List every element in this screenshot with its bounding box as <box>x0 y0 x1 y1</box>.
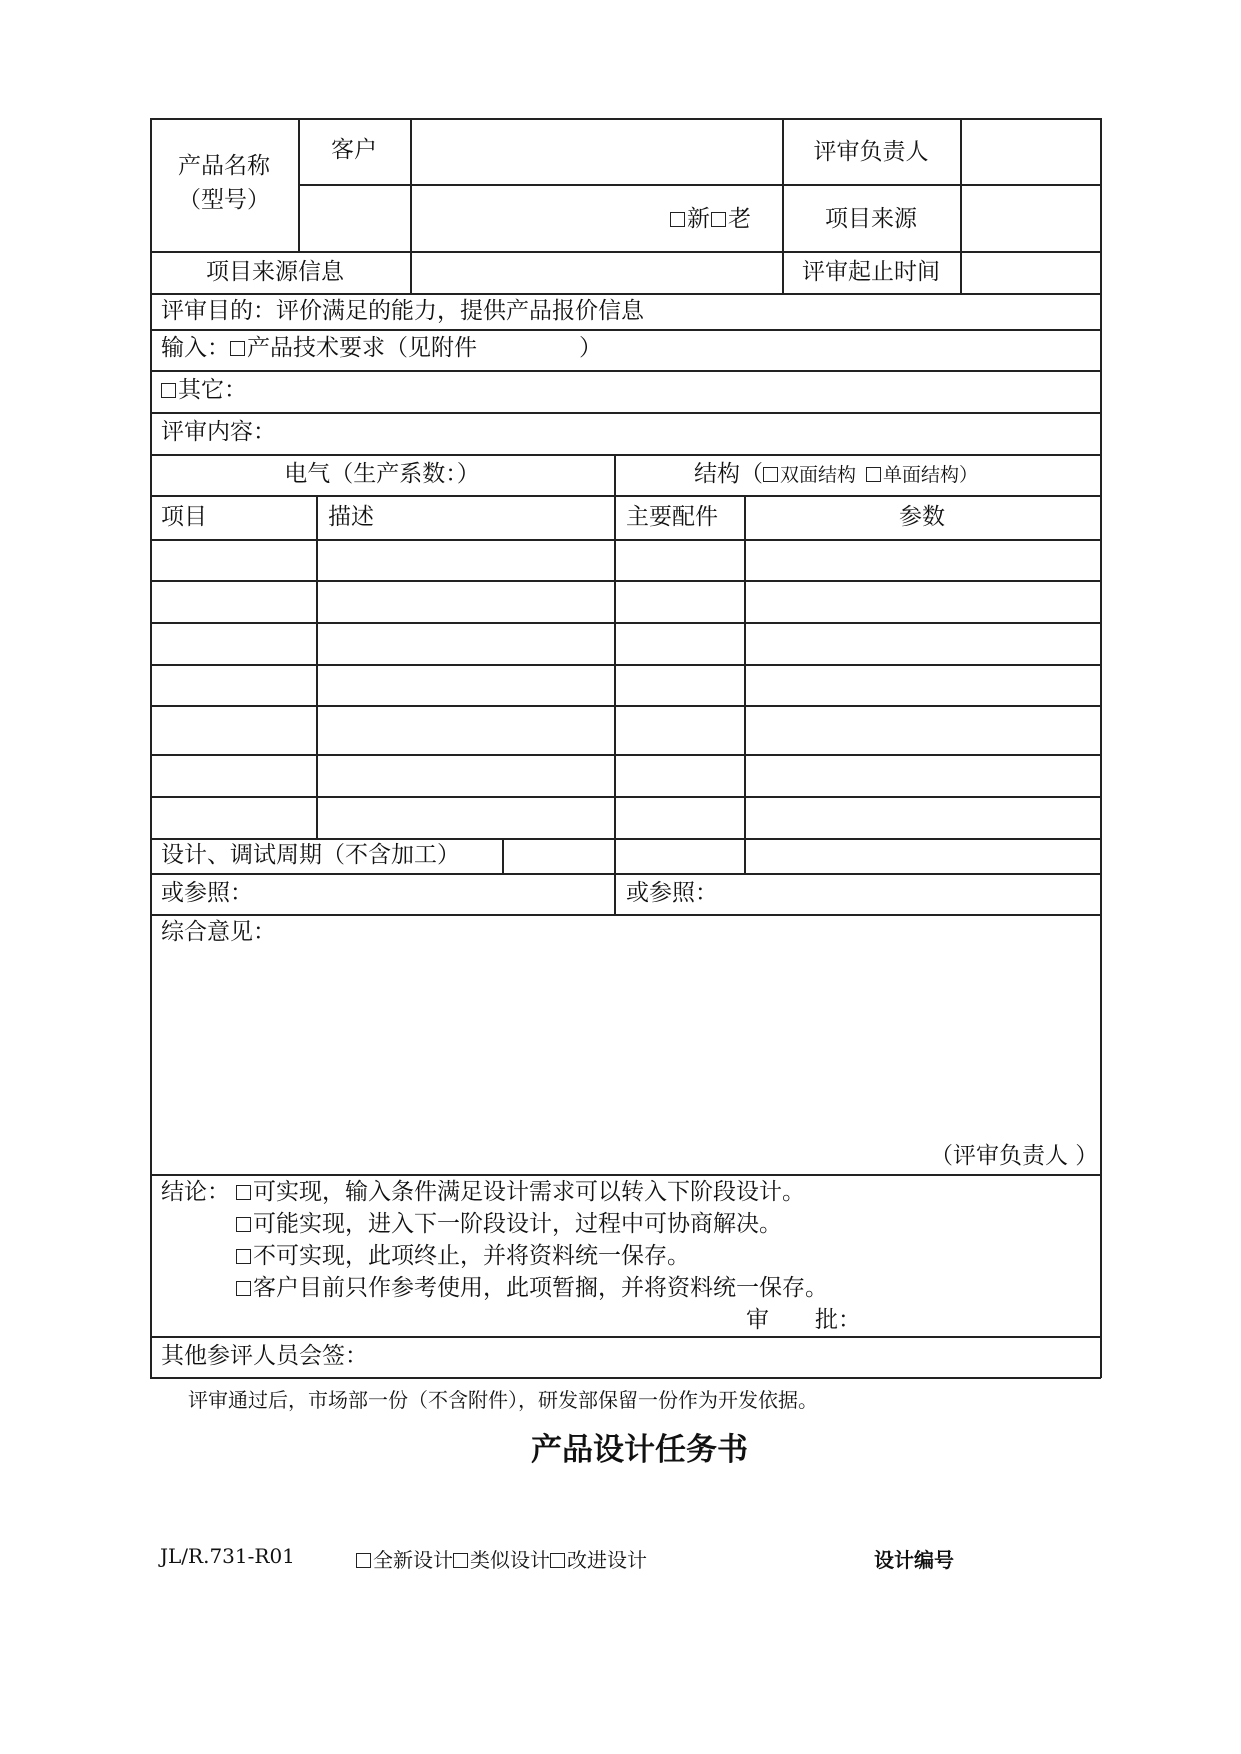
conclusion-option-2 <box>236 1210 782 1238</box>
improve-design-checkbox[interactable] <box>550 1553 565 1568</box>
similar-design-label: 类似设计 <box>470 1548 550 1572</box>
old-checkbox[interactable] <box>711 212 726 227</box>
other-row <box>161 376 247 404</box>
col-parts-header: 主要配件 <box>626 504 718 530</box>
col-desc-header: 描述 <box>328 504 374 530</box>
conclusion-checkbox-3[interactable] <box>236 1249 251 1264</box>
review-period-label: 评审起止时间 <box>802 259 940 285</box>
conclusion-text-2: 可能实现，进入下一阶段设计，过程中可协商解决。 <box>253 1211 782 1237</box>
footer-note: 评审通过后，市场部一份（不含附件），研发部保留一份作为开发依据。 <box>188 1388 818 1412</box>
col-params-header: 参数 <box>899 504 945 530</box>
col-item-header: 项目 <box>161 504 207 530</box>
review-leader-label: 评审负责人 <box>813 139 929 165</box>
conclusion-option-1 <box>236 1178 805 1206</box>
project-source-label: 项目来源 <box>825 206 917 232</box>
electrical-header: 电气（生产系数：） <box>284 461 480 487</box>
input-close: ） <box>579 335 602 361</box>
or-refer-left: 或参照： <box>161 880 253 906</box>
tech-req-checkbox[interactable] <box>230 341 245 356</box>
tech-req-label: 产品技术要求（见附件 <box>247 335 477 361</box>
old-label: 老 <box>728 206 751 232</box>
conclusion-label: 结论： <box>161 1179 230 1205</box>
product-name-label: 产品名称 <box>178 153 270 179</box>
conclusion-option-3 <box>236 1242 690 1270</box>
review-leader-signature: （评审负责人 ） <box>930 1143 1099 1169</box>
model-label: （型号） <box>178 187 270 213</box>
review-form-table <box>150 118 1101 1378</box>
double-sided-checkbox[interactable] <box>763 467 778 482</box>
other-signers-label: 其他参评人员会签： <box>161 1343 368 1369</box>
customer-label: 客户 <box>331 137 377 163</box>
input-row <box>161 334 602 362</box>
review-content-label: 评审内容： <box>161 419 276 445</box>
new-checkbox[interactable] <box>670 212 685 227</box>
conclusion-checkbox-2[interactable] <box>236 1217 251 1232</box>
new-old-checkbox-group[interactable] <box>670 205 751 233</box>
design-type-options <box>356 1544 647 1573</box>
conclusion-text-3: 不可实现，此项终止，并将资料统一保存。 <box>253 1243 690 1269</box>
review-purpose: 评审目的：评价满足的能力，提供产品报价信息 <box>161 298 644 324</box>
single-sided-checkbox[interactable] <box>866 467 881 482</box>
project-source-info-label: 项目来源信息 <box>206 259 344 285</box>
or-refer-right: 或参照： <box>626 880 718 906</box>
approval-label: 审 批： <box>746 1307 861 1333</box>
new-label: 新 <box>687 206 710 232</box>
design-number-label: 设计编号 <box>874 1548 954 1572</box>
new-design-checkbox[interactable] <box>356 1553 371 1568</box>
conclusion-option-4 <box>236 1274 828 1302</box>
double-sided-label: 双面结构 <box>780 464 857 486</box>
design-cycle-label: 设计、调试周期（不含加工） <box>161 842 460 868</box>
input-prefix: 输入： <box>161 335 230 361</box>
other-checkbox[interactable] <box>161 383 176 398</box>
conclusion-checkbox-1[interactable] <box>236 1185 251 1200</box>
new-design-label: 全新设计 <box>373 1548 453 1572</box>
single-sided-label: 单面结构） <box>883 464 979 486</box>
conclusion-text-1: 可实现，输入条件满足设计需求可以转入下阶段设计。 <box>253 1179 805 1205</box>
structure-prefix: 结构（ <box>694 461 763 487</box>
other-label: 其它： <box>178 377 247 403</box>
overall-opinion-label: 综合意见： <box>161 919 276 945</box>
document-title: 产品设计任务书 <box>531 1432 748 1468</box>
conclusion-text-4: 客户目前只作参考使用，此项暂搁，并将资料统一保存。 <box>253 1275 828 1301</box>
structure-header <box>694 460 978 489</box>
similar-design-checkbox[interactable] <box>453 1553 468 1568</box>
improve-design-label: 改进设计 <box>567 1548 647 1572</box>
doc-code: JL/R.731-R01 <box>160 1544 295 1568</box>
conclusion-checkbox-4[interactable] <box>236 1281 251 1296</box>
